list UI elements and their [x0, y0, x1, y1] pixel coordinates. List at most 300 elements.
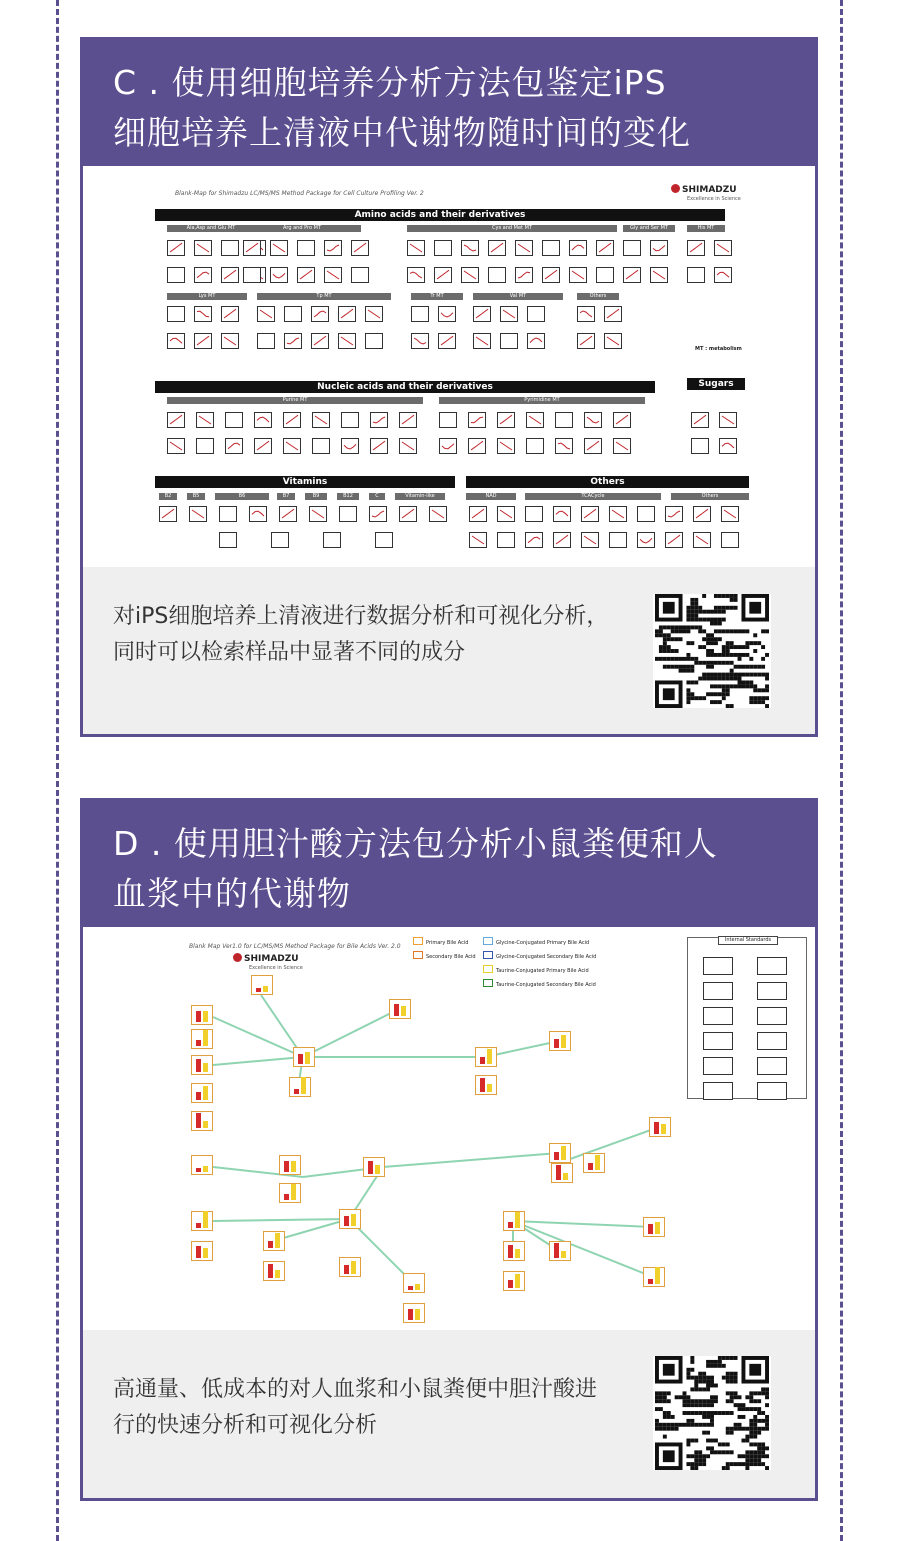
bar-yellow — [655, 1267, 660, 1284]
metabolite-box — [500, 306, 518, 322]
trend-line — [373, 441, 385, 450]
legend-item — [483, 965, 589, 974]
trend-line — [580, 336, 592, 345]
metabolite-box — [279, 506, 297, 522]
others-label: NAD — [466, 493, 516, 500]
legend-label: Glycine-Conjugated Secondary Bile Acid — [496, 954, 597, 960]
bar-red — [394, 1004, 399, 1016]
trend-line — [312, 510, 324, 518]
metabolite-box — [473, 306, 491, 322]
internal-standards-label: Internal Standards — [718, 936, 778, 945]
bar-yellow — [487, 1084, 492, 1092]
metabolite-box — [257, 333, 275, 349]
trend-line — [354, 243, 366, 252]
trend-line — [344, 444, 356, 449]
trend-line — [197, 272, 209, 278]
bile-acid-blank-map-figure — [83, 927, 815, 1331]
metabolite-box — [338, 306, 356, 322]
bile-acid-node — [293, 1047, 315, 1067]
trend-line — [441, 313, 453, 317]
metabolite-box — [219, 532, 237, 548]
trend-line — [224, 337, 236, 345]
metabolite-box — [324, 240, 342, 256]
metabolite-box — [369, 506, 387, 522]
trend-line — [558, 443, 570, 449]
metabolite-box — [469, 532, 487, 548]
trend-line — [315, 416, 327, 424]
trend-line — [616, 442, 628, 450]
metabolite-box — [497, 506, 515, 522]
legend-label: Glycine-Conjugated Primary Bile Acid — [496, 940, 590, 946]
metabolite-box — [650, 267, 668, 283]
metabolite-box — [581, 506, 599, 522]
metabolite-box — [194, 306, 212, 322]
trend-line — [476, 309, 488, 318]
trend-line — [612, 510, 624, 518]
metabolite-box — [604, 306, 622, 322]
metabolite-box — [623, 240, 641, 256]
trend-line — [472, 536, 484, 544]
metabolite-box — [569, 267, 587, 283]
trend-line — [442, 444, 454, 449]
legend-label: Taurine-Conjugated Secondary Bile Acid — [496, 982, 596, 988]
metabolite-box — [637, 532, 655, 548]
metabolite-box — [461, 240, 479, 256]
trend-line — [529, 416, 541, 424]
metabolite-box — [167, 306, 185, 322]
figure-d-header: Blank Map Ver1.0 for LC/MS/MS Method Package for Bile Acids Ver. 2.0 — [189, 943, 401, 950]
bar-yellow — [561, 1035, 566, 1048]
metabolite-box — [167, 267, 185, 283]
metabolite-box — [297, 240, 315, 256]
metabolite-box — [438, 306, 456, 322]
trend-line — [414, 338, 426, 344]
logo-mark-icon — [671, 184, 680, 193]
trend-line — [587, 417, 599, 423]
bar-red — [196, 1168, 201, 1172]
trend-line — [224, 270, 236, 279]
others-label: Others — [671, 493, 749, 500]
bar-yellow — [415, 1309, 420, 1320]
bar-red — [298, 1054, 303, 1064]
qr-code-pattern — [653, 1356, 771, 1470]
metabolite-box — [375, 532, 393, 548]
metabolite-box — [249, 506, 267, 522]
shimadzu-logo-sub-d: Excellence in Science — [249, 965, 303, 971]
trend-line — [724, 510, 736, 518]
metabolite-box — [167, 438, 185, 454]
bar-red — [508, 1222, 513, 1228]
trend-line — [197, 311, 209, 317]
trend-line — [500, 510, 512, 518]
legend-swatch — [413, 937, 423, 945]
legend-label: Secondary Bile Acid — [426, 954, 476, 960]
metabolite-box — [196, 438, 214, 454]
trend-line — [556, 511, 568, 516]
trend-line — [410, 272, 422, 278]
trend-line — [717, 244, 729, 252]
bar-red — [554, 1152, 559, 1160]
metabolite-box — [500, 333, 518, 349]
shimadzu-logo-sub: Excellence in Science — [687, 196, 741, 202]
qr-code-icon[interactable] — [653, 594, 771, 708]
figure-c-header: Blank-Map for Shimadzu LC/MS/MS Method Package for Cell Culture Profiling Ver. 2 — [175, 190, 424, 197]
trend-line — [441, 336, 453, 345]
bar-yellow — [595, 1155, 600, 1170]
trend-line — [373, 417, 385, 423]
metabolite-box — [584, 412, 602, 428]
legend-label: Taurine-Conjugated Primary Bile Acid — [496, 968, 589, 974]
trend-line — [722, 416, 734, 424]
metabolite-box — [407, 267, 425, 283]
bar-yellow — [203, 1166, 208, 1172]
metabolite-box — [687, 267, 705, 283]
section-d-title — [83, 801, 815, 927]
metabolite-box — [555, 438, 573, 454]
trend-line — [696, 509, 708, 518]
trend-line — [437, 270, 449, 279]
trend-line — [327, 271, 339, 279]
right-dashed-border — [840, 0, 843, 1541]
bar-red — [648, 1279, 653, 1284]
bile-acid-node — [279, 1155, 301, 1175]
metabolite-box — [439, 438, 457, 454]
bar-red — [408, 1309, 413, 1320]
legend-label: Primary Bile Acid — [426, 940, 469, 946]
metabolite-box — [429, 506, 447, 522]
metabolite-box — [283, 412, 301, 428]
trend-line — [668, 535, 680, 544]
metabolite-box — [221, 240, 239, 256]
metabolite-box — [411, 333, 429, 349]
bile-acid-node — [191, 1155, 213, 1175]
internal-standard-box — [757, 982, 787, 1000]
internal-standard-box — [757, 1057, 787, 1075]
metabolite-box — [609, 506, 627, 522]
bar-yellow — [661, 1124, 666, 1134]
subgroup-label: Others — [577, 293, 619, 300]
metabolite-box — [341, 438, 359, 454]
subgroup-label: Tp MT — [257, 293, 391, 300]
bar-yellow — [203, 1121, 208, 1128]
bar-yellow — [203, 1030, 208, 1046]
metabolite-box — [439, 412, 457, 428]
metabolite-box — [221, 306, 239, 322]
vitamin-label: B9 — [305, 493, 327, 500]
metabolite-box — [365, 306, 383, 322]
metabolite-box — [577, 333, 595, 349]
metabolite-box — [312, 412, 330, 428]
qr-code-icon[interactable] — [653, 1356, 771, 1470]
bile-acid-node — [503, 1241, 525, 1261]
metabolite-box — [225, 412, 243, 428]
metabolite-box — [691, 438, 709, 454]
trend-line — [528, 537, 540, 543]
section-c-title-line2: 细胞培养上清液中代谢物随时间的变化 — [113, 113, 691, 152]
trend-line — [327, 245, 339, 251]
metabolite-box — [194, 333, 212, 349]
trend-line — [717, 272, 729, 277]
internal-standard-box — [757, 1032, 787, 1050]
metabolite-box — [555, 412, 573, 428]
metabolite-box — [719, 412, 737, 428]
others-bar: Others — [466, 476, 749, 488]
trend-line — [246, 243, 258, 252]
trend-line — [572, 271, 584, 279]
metabolite-box — [569, 240, 587, 256]
metabolite-box — [399, 506, 417, 522]
metabolite-box — [283, 438, 301, 454]
legend-item — [483, 937, 589, 946]
bar-red — [268, 1264, 273, 1278]
trend-line — [491, 243, 503, 252]
trend-line — [199, 416, 211, 424]
bile-acid-node — [191, 1211, 213, 1231]
section-c-title — [83, 40, 815, 166]
metabolite-box — [687, 240, 705, 256]
metabolite-box — [196, 412, 214, 428]
bar-red — [588, 1163, 593, 1170]
bar-yellow — [263, 986, 268, 992]
trend-line — [314, 311, 326, 317]
trend-line — [653, 271, 665, 279]
metabolite-box — [270, 267, 288, 283]
metabolite-box — [434, 240, 452, 256]
vitamin-label: B5 — [187, 493, 205, 500]
trend-line — [402, 442, 414, 450]
trend-line — [410, 244, 422, 252]
trend-line — [530, 338, 542, 343]
trend-line — [402, 509, 414, 518]
amino-acids-bar: Amino acids and their derivatives — [155, 209, 725, 221]
section-c-footer — [83, 567, 815, 734]
metabolite-box — [219, 506, 237, 522]
metabolite-box — [194, 240, 212, 256]
sugars-bar: Sugars — [687, 378, 745, 390]
metabolite-box — [623, 267, 641, 283]
bile-acid-node — [191, 1083, 213, 1103]
metabolite-box — [469, 506, 487, 522]
trend-line — [170, 338, 182, 343]
card-section-d — [80, 798, 818, 1501]
metabolite-box — [370, 412, 388, 428]
subgroup-label: Cys and Met MT — [407, 225, 617, 232]
metabolite-box — [297, 267, 315, 283]
legend-swatch — [413, 951, 423, 959]
bar-red — [654, 1122, 659, 1134]
bar-red — [556, 1165, 561, 1180]
metabolite-box — [581, 532, 599, 548]
bar-red — [554, 1243, 559, 1258]
trend-line — [314, 336, 326, 345]
bile-acid-node — [643, 1217, 665, 1237]
internal-standard-box — [703, 957, 733, 975]
trend-line — [500, 442, 512, 450]
trend-line — [572, 245, 584, 250]
legend-item — [413, 951, 476, 960]
trend-line — [471, 417, 483, 423]
bar-red — [294, 1089, 299, 1094]
trend-line — [170, 415, 182, 424]
legend-swatch — [483, 979, 493, 987]
metabolite-box — [525, 506, 543, 522]
bar-red — [268, 1241, 273, 1248]
metabolite-box — [584, 438, 602, 454]
bar-red — [196, 1113, 201, 1128]
bar-red — [508, 1280, 513, 1288]
trend-line — [472, 509, 484, 518]
pathway-arrow — [213, 1219, 349, 1221]
bar-red — [196, 1246, 201, 1258]
metabolite-box — [399, 412, 417, 428]
metabolite-box — [311, 333, 329, 349]
trend-line — [197, 244, 209, 252]
bar-red — [196, 1223, 201, 1228]
bile-acid-node — [263, 1261, 285, 1281]
internal-standard-box — [703, 1082, 733, 1100]
bar-yellow — [275, 1233, 280, 1248]
trend-line — [341, 337, 353, 345]
legend-item — [413, 937, 468, 946]
metabolite-box — [527, 306, 545, 322]
bar-yellow — [561, 1251, 566, 1258]
pathway-arrow — [213, 1057, 303, 1065]
trend-line — [273, 244, 285, 252]
bar-yellow — [655, 1222, 660, 1234]
internal-standard-box — [757, 957, 787, 975]
metabolite-box — [526, 438, 544, 454]
bile-acid-node — [643, 1267, 665, 1287]
pathway-arrow — [559, 1127, 659, 1163]
metabolite-box — [693, 506, 711, 522]
bar-yellow — [415, 1284, 420, 1290]
trend-line — [500, 415, 512, 424]
vitamin-label: B12 — [337, 493, 359, 500]
bar-red — [480, 1078, 485, 1092]
card-section-c — [80, 37, 818, 737]
metabolite-box — [525, 532, 543, 548]
others-label: TCACycle — [525, 493, 661, 500]
metabolite-box — [309, 506, 327, 522]
metabolite-box — [650, 240, 668, 256]
shimadzu-logo-d: SHIMADZU — [233, 953, 299, 964]
trend-line — [197, 336, 209, 345]
trend-line — [368, 310, 380, 318]
trend-line — [607, 309, 619, 318]
trend-line — [464, 271, 476, 279]
trend-line — [503, 310, 515, 318]
trend-line — [722, 443, 734, 448]
metabolite-box — [596, 240, 614, 256]
metabolite-box — [407, 240, 425, 256]
metabolite-box — [312, 438, 330, 454]
metabolite-box — [497, 412, 515, 428]
bile-acid-node — [475, 1047, 497, 1067]
bar-red — [284, 1161, 289, 1172]
bile-acid-node — [549, 1031, 571, 1051]
bile-acid-node — [389, 999, 411, 1019]
trend-line — [471, 441, 483, 450]
trend-line — [402, 415, 414, 424]
bar-yellow — [375, 1165, 380, 1174]
vitamin-label: Vitamin-like — [395, 493, 445, 500]
bile-acid-node — [263, 1231, 285, 1251]
qr-code-pattern — [653, 594, 771, 708]
bile-acid-node — [191, 1111, 213, 1131]
trend-line — [192, 510, 204, 518]
trend-line — [584, 509, 596, 518]
metabolite-box — [365, 333, 383, 349]
bar-red — [408, 1286, 413, 1290]
metabolite-box — [341, 412, 359, 428]
metabolite-box — [351, 240, 369, 256]
bile-acid-node — [649, 1117, 671, 1137]
pathway-arrow — [513, 1221, 653, 1227]
bar-yellow — [203, 1086, 208, 1100]
subgroup-label: Pyrimidine MT — [439, 397, 645, 404]
metabolite-box — [225, 438, 243, 454]
bar-red — [508, 1245, 513, 1258]
bile-acid-node — [403, 1273, 425, 1293]
metabolite-box — [665, 532, 683, 548]
subgroup-label: His MT — [687, 225, 725, 232]
internal-standard-box — [703, 1057, 733, 1075]
metabolite-box — [284, 333, 302, 349]
trend-line — [282, 509, 294, 518]
trend-line — [260, 310, 272, 318]
metabolite-box — [515, 267, 533, 283]
metabolite-box — [167, 412, 185, 428]
bar-yellow — [291, 1161, 296, 1172]
metabolite-box — [542, 240, 560, 256]
section-d-title-line2: 血浆中的代谢物 — [113, 874, 351, 913]
metabolite-box — [167, 333, 185, 349]
bile-acid-node — [339, 1209, 361, 1229]
bile-acid-node — [551, 1163, 573, 1183]
metabolite-box — [194, 267, 212, 283]
metabolite-box — [243, 267, 261, 283]
metabolite-box — [637, 506, 655, 522]
bile-acid-node — [503, 1271, 525, 1291]
bile-acid-node — [549, 1241, 571, 1261]
metabolite-box — [311, 306, 329, 322]
bar-red — [344, 1265, 349, 1274]
bile-acid-node — [289, 1077, 311, 1097]
legend-swatch — [483, 951, 493, 959]
bar-red — [196, 1011, 201, 1022]
trend-line — [607, 337, 619, 345]
bar-yellow — [203, 1063, 208, 1072]
bar-yellow — [203, 1011, 208, 1022]
metabolite-box — [515, 240, 533, 256]
metabolite-box — [719, 438, 737, 454]
bar-yellow — [351, 1261, 356, 1274]
pathway-arrow — [513, 1221, 653, 1277]
internal-standard-box — [703, 1007, 733, 1025]
metabolite-box — [254, 412, 272, 428]
metabolite-box — [434, 267, 452, 283]
logo-mark-icon — [233, 953, 242, 962]
trend-line — [690, 243, 702, 252]
trend-line — [273, 273, 285, 278]
section-d-footer — [83, 1330, 815, 1498]
bar-yellow — [561, 1146, 566, 1160]
section-c-title-line1: C . 使用细胞培养分析方法包鉴定iPS — [113, 63, 667, 102]
metabolite-box — [497, 438, 515, 454]
trend-line — [616, 415, 628, 424]
left-dashed-border — [56, 0, 59, 1541]
bar-red — [284, 1194, 289, 1200]
